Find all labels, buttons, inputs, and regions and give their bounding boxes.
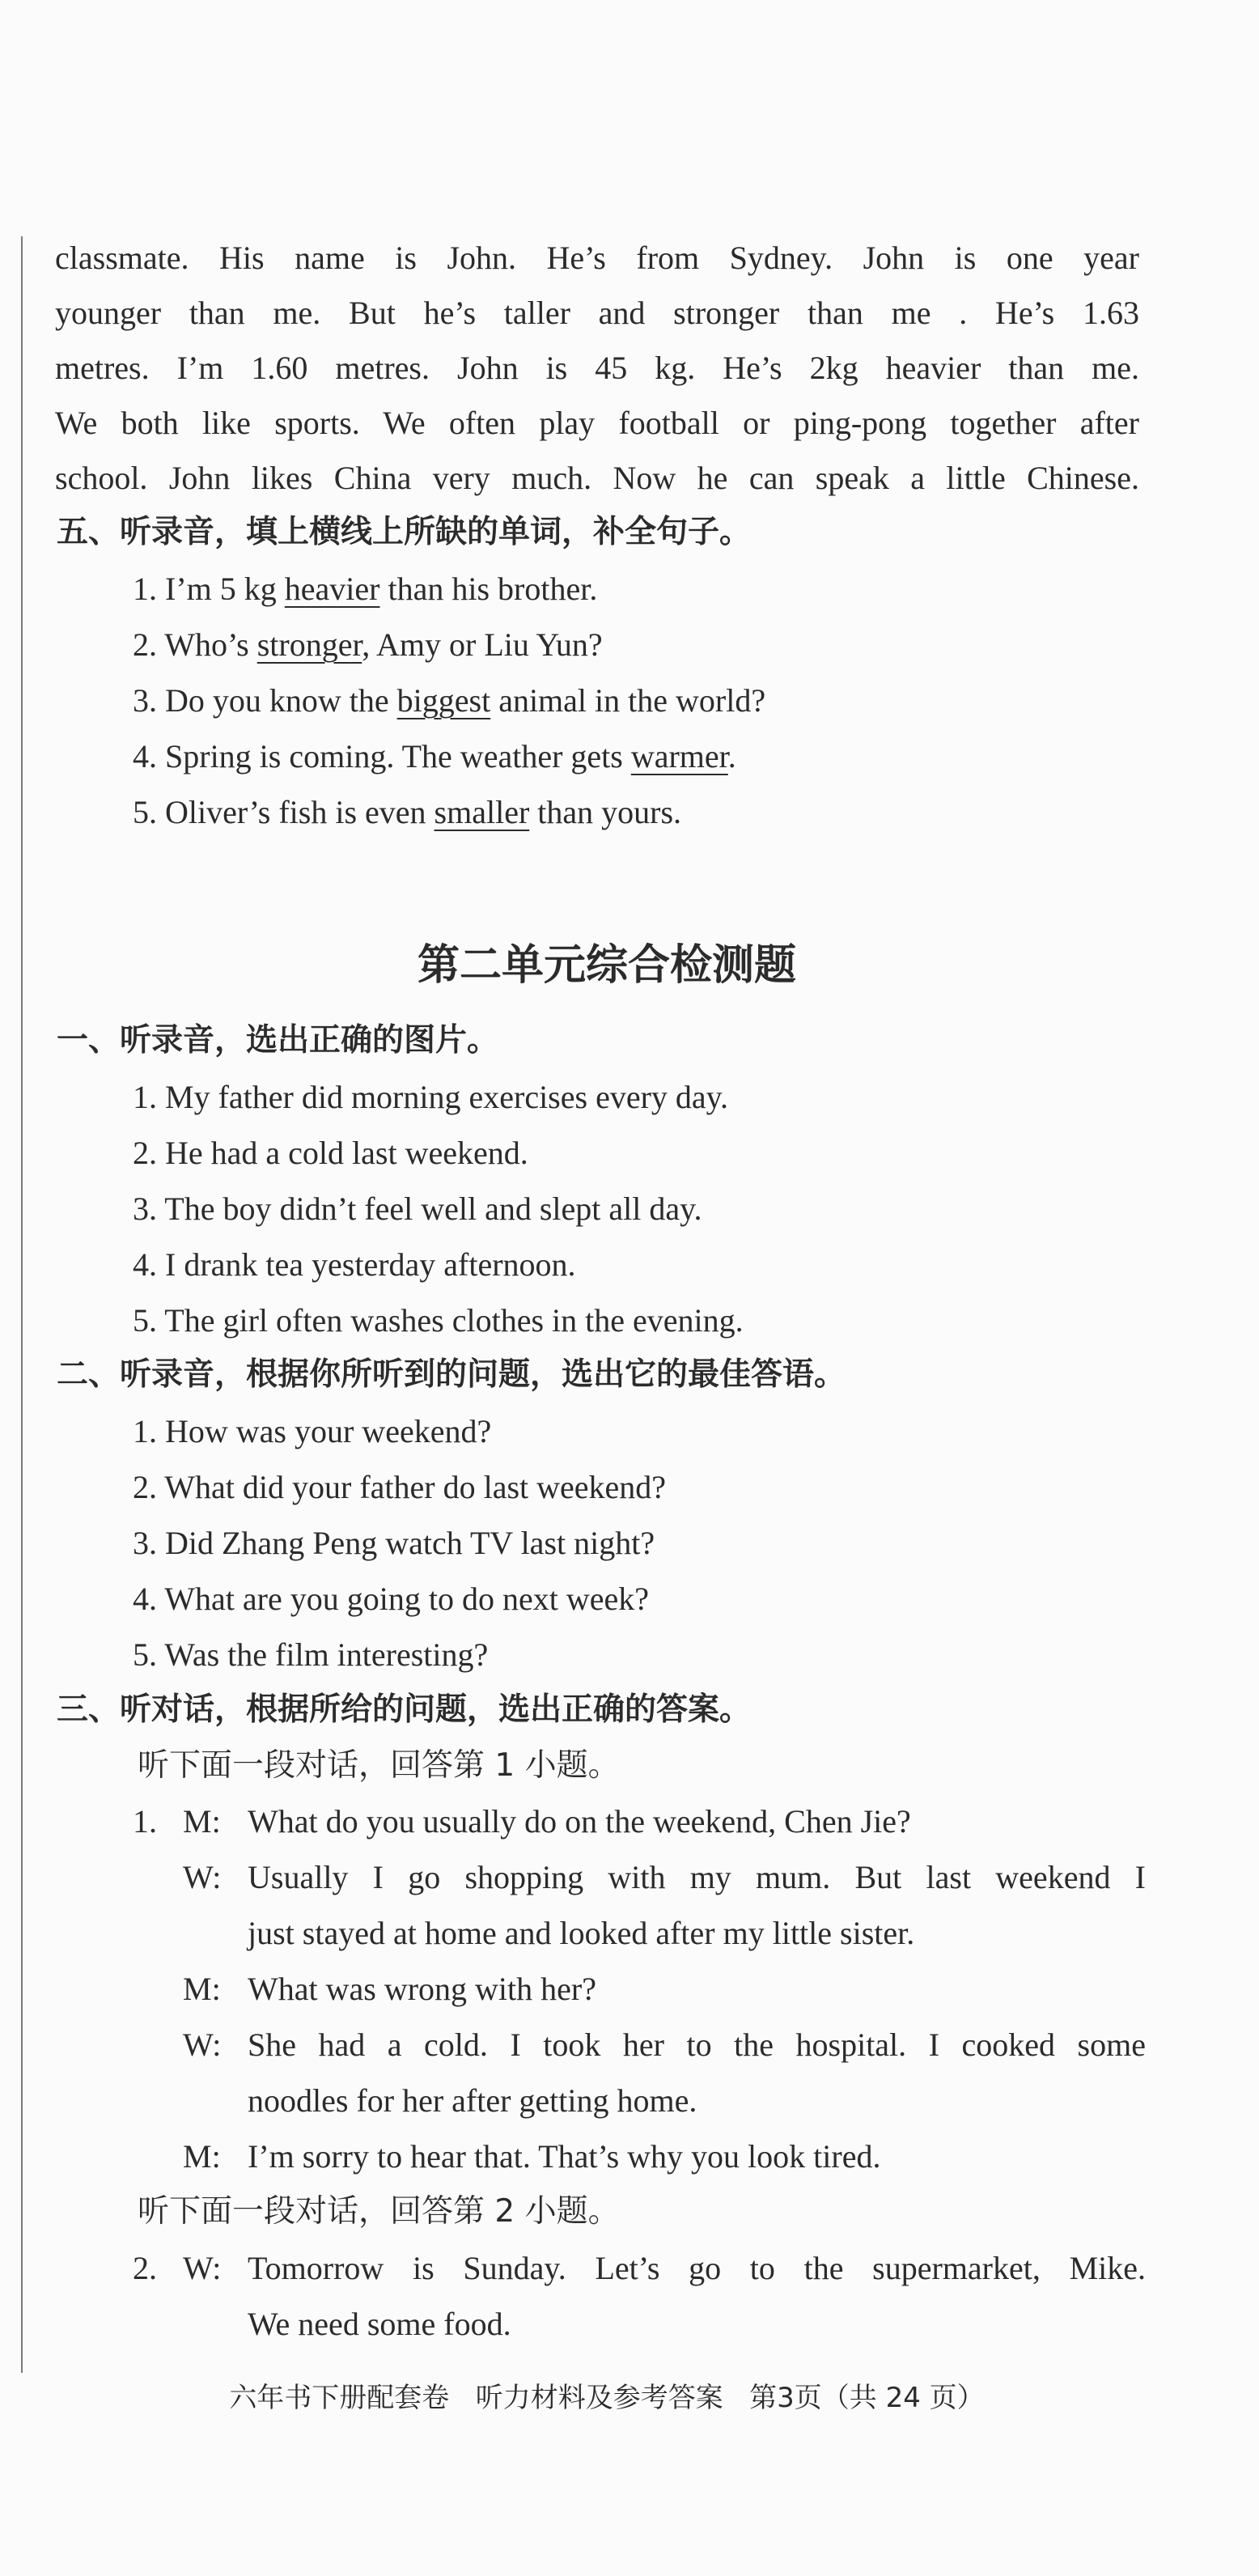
list-item: 2. What did your father do last weekend?: [133, 1469, 667, 1505]
item-text: than yours.: [529, 794, 682, 830]
fill-blank-item: [133, 622, 603, 668]
list-item: 4. I drank tea yesterday afternoon.: [133, 1246, 576, 1283]
passage-line: classmate. His name is John. He’s from Sydney. John is one year: [55, 240, 1139, 276]
item-text: .: [727, 738, 736, 774]
list-item: 3. Did Zhang Peng watch TV last night?: [133, 1525, 655, 1561]
speaker-label: M:: [183, 2138, 221, 2175]
dialogue-line: I’m sorry to hear that. That’s why you look tired.: [248, 2138, 881, 2175]
passage-line: younger than me. But he’s taller and stronger than me . He’s 1.63: [55, 295, 1139, 331]
item-text: 3. Do you know the: [133, 682, 397, 719]
fill-blank-item: [133, 678, 765, 724]
fill-blank-item: [133, 567, 597, 612]
dialogue-line: noodles for her after getting home.: [248, 2082, 697, 2119]
page-margin-rule: [21, 236, 23, 2373]
section-heading: 三、听对话，根据所给的问题，选出正确的答案。: [57, 1691, 752, 1728]
item-text: than his brother.: [379, 571, 598, 607]
passage-line: metres. I’m 1.60 metres. John is 45 kg. He’s 2kg heavier than me.: [55, 350, 1139, 386]
answer-word: smaller: [434, 794, 530, 830]
speaker-label: M:: [183, 1803, 221, 1840]
dialogue-line: She had a cold. I took her to the hospital. I cooked some: [248, 2026, 1146, 2063]
fill-blank-item: [133, 790, 681, 835]
question-number: 1.: [133, 1803, 157, 1840]
dialogue-line: Usually I go shopping with my mum. But last weekend I: [248, 1859, 1146, 1895]
answer-word: biggest: [396, 682, 491, 719]
list-item: 2. He had a cold last weekend.: [133, 1135, 528, 1171]
section-heading: 一、听录音，选出正确的图片。: [57, 1022, 499, 1059]
item-text: 4. Spring is coming. The weather gets: [133, 738, 631, 774]
speaker-label: W:: [183, 2026, 222, 2063]
question-number: 2.: [133, 2250, 157, 2286]
list-item: 1. My father did morning exercises every day.: [133, 1079, 729, 1115]
dialogue-intro: 听下面一段对话，回答第 2 小题。: [138, 2193, 620, 2230]
dialogue-line: What do you usually do on the weekend, Chen Jie?: [248, 1803, 911, 1840]
passage-line: school. John likes China very much. Now he can speak a little Chinese.: [55, 460, 1139, 496]
section-heading: 五、听录音，填上横线上所缺的单词，补全句子。: [57, 514, 752, 550]
item-text: , Amy or Liu Yun?: [362, 626, 603, 663]
speaker-label: W:: [183, 2250, 222, 2286]
dialogue-line: We need some food.: [248, 2306, 511, 2342]
speaker-label: W:: [183, 1859, 222, 1895]
answer-word: heavier: [284, 571, 380, 607]
passage-line: We both like sports. We often play football or ping-pong together after: [55, 405, 1139, 441]
fill-blank-item: [133, 734, 736, 779]
item-text: 2. Who’s: [133, 626, 257, 663]
page-footer: 六年书下册配套卷 听力材料及参考答案 第3页（共 24 页）: [229, 2382, 985, 2414]
list-item: 5. Was the film interesting?: [133, 1636, 489, 1673]
dialogue-line: just stayed at home and looked after my little sister.: [248, 1915, 915, 1951]
item-text: animal in the world?: [490, 682, 766, 719]
item-text: 5. Oliver’s fish is even: [133, 794, 435, 830]
item-text: 1. I’m 5 kg: [133, 571, 285, 607]
speaker-label: M:: [183, 1971, 221, 2007]
dialogue-line: What was wrong with her?: [248, 1971, 596, 2007]
list-item: 4. What are you going to do next week?: [133, 1581, 649, 1617]
dialogue-line: Tomorrow is Sunday. Let’s go to the supermarket, Mike.: [248, 2250, 1146, 2286]
dialogue-intro: 听下面一段对话，回答第 1 小题。: [138, 1747, 620, 1784]
list-item: 1. How was your weekend?: [133, 1413, 492, 1449]
list-item: 5. The girl often washes clothes in the evening.: [133, 1302, 744, 1339]
answer-word: warmer: [630, 738, 728, 774]
section-heading: 二、听录音，根据你所听到的问题，选出它的最佳答语。: [57, 1356, 846, 1393]
unit-title: 第二单元综合检测题: [417, 940, 796, 990]
list-item: 3. The boy didn’t feel well and slept all day.: [133, 1190, 702, 1227]
answer-word: stronger: [256, 626, 362, 663]
